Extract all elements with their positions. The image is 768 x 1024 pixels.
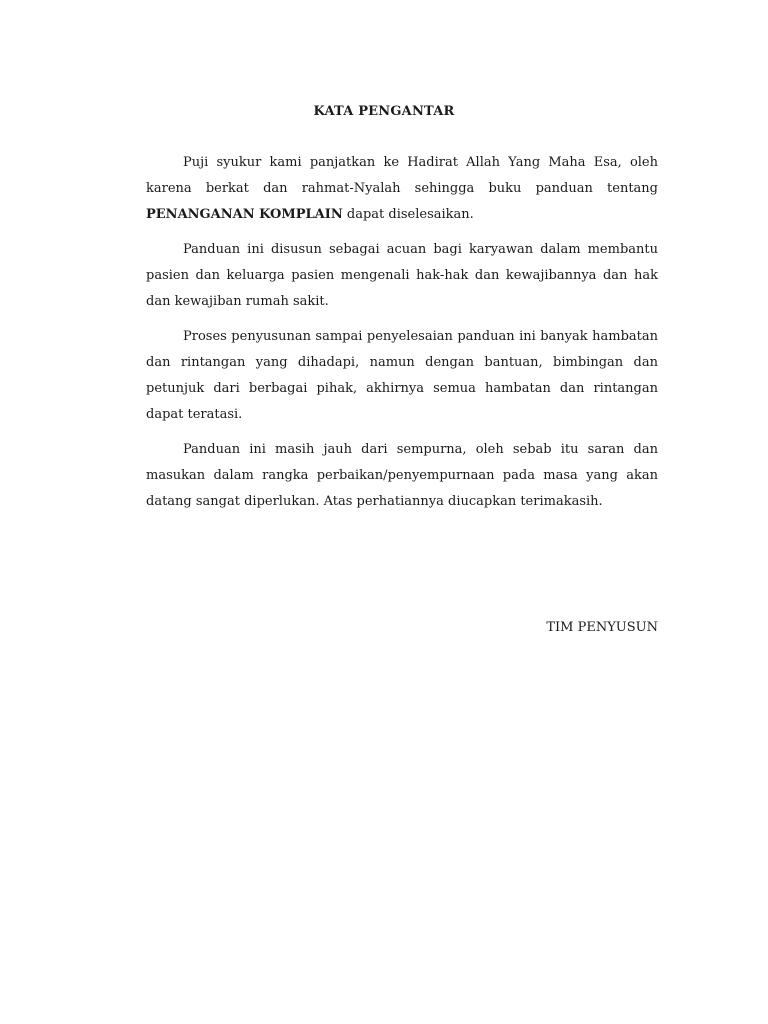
paragraph-2: Panduan ini disusun sebagai acuan bagi karyawan dalam membantu pasien dan keluarga pasien mengenali hak-hak dan kewajibannya dan hak dan kewajiban rumah sakit. (146, 242, 658, 309)
page-title: KATA PENGANTAR (313, 104, 455, 119)
paragraph-1 (146, 150, 658, 228)
paragraph-3: Proses penyusunan sampai penyelesaian panduan ini banyak hambatan dan rintangan yang dihadapi, namun dengan bantuan, bimbingan dan petunjuk dari berbagai pihak, akhirnya semua hambatan dan rintangan dapat teratasi. (146, 329, 658, 422)
paragraph-1-text-end: dapat diselesaikan. (342, 207, 474, 222)
paragraph-1-text-start: Puji syukur kami panjatkan ke Hadirat Allah Yang Maha Esa, oleh karena berkat dan rahmat-Nyalah sehingga buku panduan tentang (146, 155, 658, 196)
paragraph-4: Panduan ini masih jauh dari sempurna, oleh sebab itu saran dan masukan dalam rangka perbaikan/penyempurnaan pada masa yang akan datang sangat diperlukan. Atas perhatiannya diucapkan terimakasih. (146, 442, 658, 509)
body-text (146, 150, 658, 524)
paragraph-1-bold-text: PENANGANAN KOMPLAIN (146, 207, 343, 222)
signature: TIM PENYUSUN (546, 620, 658, 635)
